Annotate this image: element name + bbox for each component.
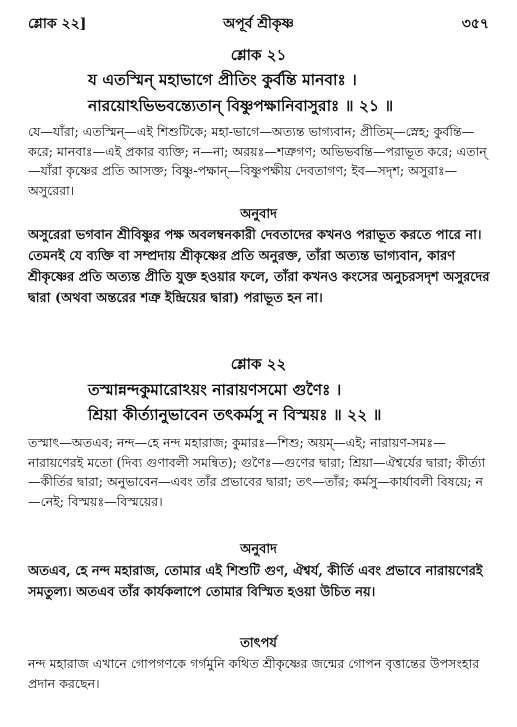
verse-21-line-1: য এতস্মিন্ মহাভাগে প্রীতিং কুর্বন্তি মানবাঃ । — [88, 70, 357, 89]
verse-21-title: শ্লোক ২১ — [230, 46, 287, 64]
header-verse-ref: শ্লোক ২২] — [28, 16, 87, 32]
verse-21-synonyms: যে—যাঁরা; এতস্মিন্—এই শিশুটিকে; মহা-ভাগে—অত্যন্ত ভাগ্যবান; প্রীতিম্—স্নেহ; কুর্বন্তি—করে; মানবাঃ—এই প্রকার ব্যক্তি; ন—না; অরয়ঃ—শত্রুগণ; অভিভবন্তি—পরাভূত করে; এতান্—যাঁরা কৃষ্ণের প্রতি আসক্ত; বিষ্ণু-পক্ষান্—বিষ্ণুপক্ষীয় দেবতাগণ; ইব—সদৃশ; অসুরাঃ—অসুরেরা। — [28, 124, 487, 198]
verse-22-line-2: শ্রিয়া কীর্ত্যানুভাবেন তৎকর্মসু ন বিস্ময়ঃ ॥ ২২ ॥ — [88, 405, 382, 424]
verse-22-line-1: তস্মান্নন্দকুমারোঽয়ং নারায়ণসমো গুণৈঃ । — [88, 380, 342, 399]
verse-22-title: শ্লোক ২২ — [230, 355, 287, 373]
page-header — [28, 12, 489, 34]
verse-21-translation: অসুরেরা ভগবান শ্রীবিষ্ণুর পক্ষ অবলম্বনকারী দেবতাদের কখনও পরাভূত করতে পারে না। তেমনই যে ব্যক্তি বা সম্প্রদায় শ্রীকৃষ্ণের প্রতি অনুরক্ত, তাঁরা অত্যন্ত ভাগ্যবান, কারণ শ্রীকৃষ্ণের প্রতি অত্যন্ত প্রীতি যুক্ত হওয়ার ফলে, তাঁরা কখনও কংসের অনুচরসদৃশ অসুরদের দ্বারা (অথবা অন্তরের শত্রু ইন্দ্রিয়ের দ্বারা) পরাভূত হন না। — [28, 228, 490, 306]
verse-21-line-2: নারয়োঽভিভবন্ত্যেতান্ বিষ্ণুপক্ষানিবাসুরাঃ ॥ ২১ ॥ — [88, 96, 394, 115]
page-number: ৩৫৭ — [461, 16, 489, 32]
verse-22-synonyms: তস্মাৎ—অতএব; নন্দ—হে নন্দ মহারাজ; কুমারঃ—শিশু; অয়ম্—এই; নারায়ণ-সমঃ—নারায়ণেরই মতো (দিব্য গুণাবলী সমন্বিত); গুণৈঃ—গুণের দ্বারা; শ্রিয়া—ঐশ্বর্যের দ্বারা; কীর্ত্যা—কীর্তির দ্বারা; অনুভাবেন—এবং তাঁর প্রভাবের দ্বারা; তৎ—তাঁর; কর্মসু—কার্যাবলী বিষয়ে; ন—নেই; বিস্ময়ঃ—বিস্ময়ের। — [28, 435, 486, 509]
verse-21-translation-title: অনুবাদ — [240, 207, 277, 222]
header-title: অপূর্ব শ্রীকৃষ্ণ — [223, 16, 294, 32]
verse-22-purport: নন্দ মহারাজ এখানে গোপগণকে গর্গমুনি কথিত শ্রীকৃষ্ণের জন্মের গোপন বৃত্তান্তের উপসংহার প্রদান করছেন। — [28, 656, 480, 691]
verse-22-translation-title: অনুবাদ — [240, 542, 277, 557]
verse-22-translation: অতএব, হে নন্দ মহারাজ, তোমার এই শিশুটি গুণ, ঐশ্বর্য, কীর্তি এবং প্রভাবে নারায়ণেরই সমতুল্য। অতএব তাঁর কার্যকলাপে তোমার বিস্মিত হওয়া উচিত নয়। — [28, 564, 483, 600]
verse-22-purport-title: তাৎপর্য — [240, 636, 277, 651]
